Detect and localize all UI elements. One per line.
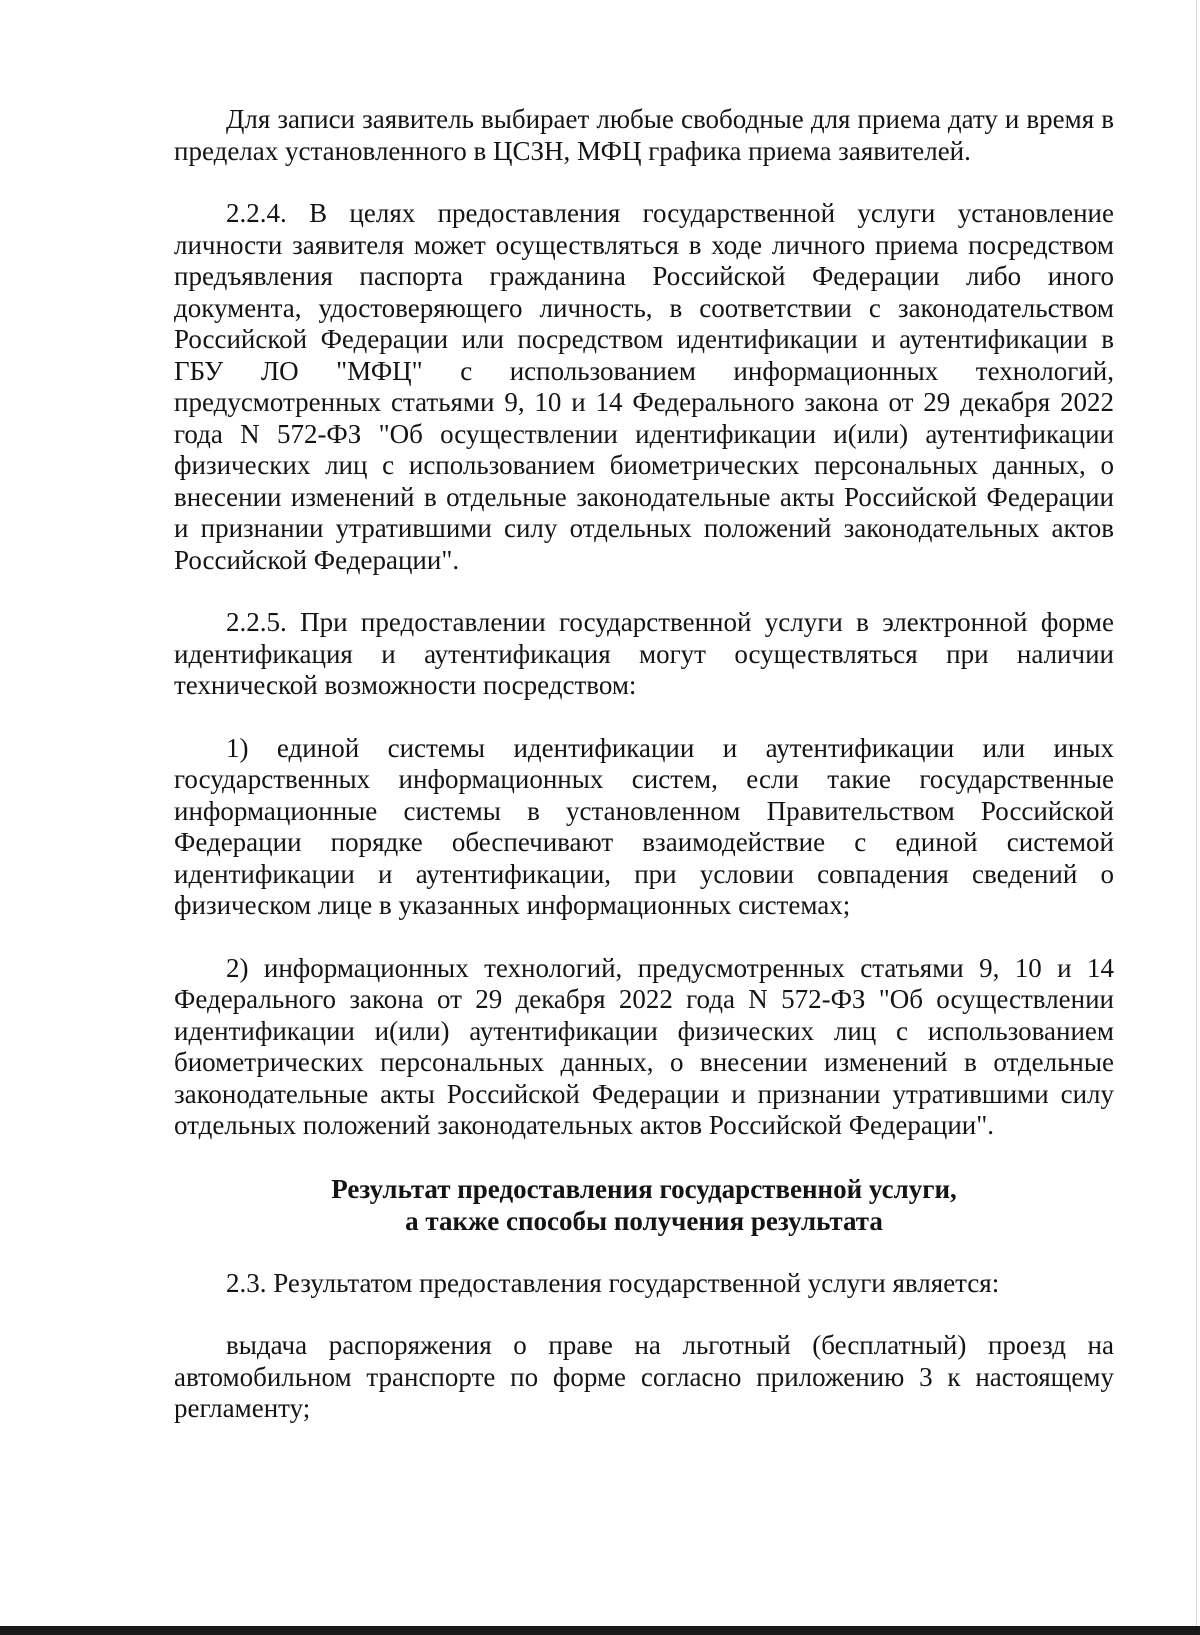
list-item-1: 1) единой системы идентификации и аутентификации или иных государственных информационных систем, если такие государственные информационные системы в установленном Правительством Российской Федерации порядке обеспечивают взаимодействие с единой системой идентификации и аутентификации, при условии совпадения сведений о физическом лице в указанных информационных системах; xyxy=(174,732,1114,920)
list-item-2: 2) информационных технологий, предусмотренных статьями 9, 10 и 14 Федерального закона от 29 декабря 2022 года N 572-ФЗ "Об осуществлении идентификации и(или) аутентификации физических лиц с использованием биометрических персональных данных, о внесении изменений в отдельные законодательные акты Российской Федерации и признании утратившими силу отдельных положений законодательных актов Российской Федерации". xyxy=(174,952,1114,1140)
paragraph-result-issuance: выдача распоряжения о праве на льготный (бесплатный) проезд на автомобильном транспорте по форме согласно приложению 3 к настоящему регламенту; xyxy=(174,1330,1114,1423)
paragraph-appointment-booking: Для записи заявитель выбирает любые свободные для приема дату и время в пределах установленного в ЦСЗН, МФЦ графика приема заявителей. xyxy=(174,104,1114,166)
section-heading xyxy=(174,1173,1114,1237)
section-heading-line-1: Результат предоставления государственной услуги, xyxy=(331,1173,957,1204)
section-heading-line-2: а также способы получения результата xyxy=(405,1205,883,1236)
paragraph-2-2-5: 2.2.5. При предоставлении государственной услуги в электронной форме идентификация и аутентификация могут осуществляться при наличии технической возможности посредством: xyxy=(174,607,1114,700)
document-body xyxy=(174,104,1114,1425)
paragraph-2-2-4: 2.2.4. В целях предоставления государственной услуги установление личности заявителя может осуществляться в ходе личного приема посредством предъявления паспорта гражданина Российской Федерации либо иного документа, удостоверяющего личность, в соответствии с законодательством Российской Федерации или посредством идентификации и аутентификации в ГБУ ЛО "МФЦ" с использованием информационных технологий, предусмотренных статьями 9, 10 и 14 Федерального закона от 29 декабря 2022 года N 572-ФЗ "Об осуществлении идентификации и(или) аутентификации физических лиц с использованием биометрических персональных данных, о внесении изменений в отдельные законодательные акты Российской Федерации и признании утратившими силу отдельных положений законодательных актов Российской Федерации". xyxy=(174,198,1114,575)
scan-edge-line xyxy=(1196,0,1197,1626)
scan-bottom-border xyxy=(0,1626,1200,1635)
paragraph-2-3: 2.3. Результатом предоставления государственной услуги является: xyxy=(226,1267,1000,1298)
